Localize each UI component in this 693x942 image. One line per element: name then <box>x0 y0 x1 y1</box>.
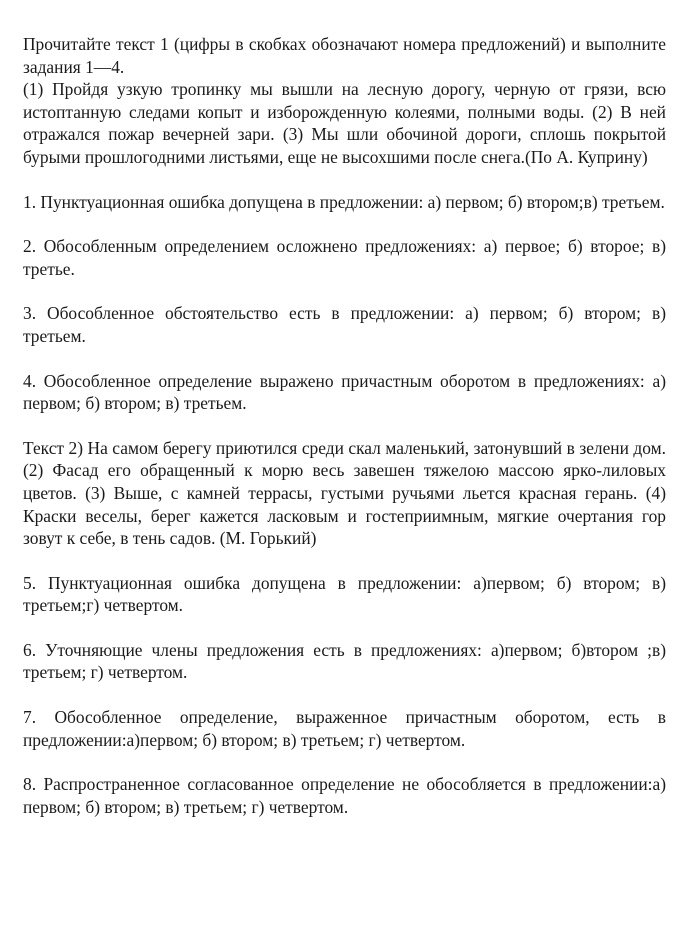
text1-passage: (1) Пройдя узкую тропинку мы вышли на лесную дорогу, черную от грязи, всю истоптанную следами копыт и изборожденную колеями, полными воды. (2) В ней отражался пожар вечерней зари. (3) Мы шли обочиной дороги, сплошь покрытой бурыми прошлогодними листьями, еще не высохшими после снега.(По А. Куприну) <box>23 79 666 167</box>
question-5: 5. Пунктуационная ошибка допущена в предложении: а)первом; б) втором; в) третьем;г) четвертом. <box>23 572 666 616</box>
question-6: 6. Уточняющие члены предложения есть в предложениях: а)первом; б)втором ;в) третьем; г) четвертом. <box>23 639 666 683</box>
text2-passage: Текст 2) На самом берегу приютился среди скал маленький, затонувший в зелени дом. (2) Фасад его обращенный к морю весь завешен тяжелою массою ярко-лиловых цветов. (3) Выше, с камней террасы, густыми ручьями льется красная герань. (4) Краски веселы, берег кажется ласковым и гостеприимным, мягкие очертания гор зовут к себе, в тень садов. (М. Горький) <box>23 437 666 549</box>
question-8: 8. Распространенное согласованное определение не обособляется в предложении:а) первом; б) втором; в) третьем; г) четвертом. <box>23 774 666 817</box>
question-2: 2. Обособленным определением осложнено предложениях: а) первое; б) второе; в) третье. <box>23 236 666 279</box>
text1-instruction: Прочитайте текст 1 (цифры в скобках обозначают номера предложений) и выполните задания 1—4. <box>23 34 666 77</box>
question-7: 7. Обособленное определение, выраженное причастным оборотом, есть в предложении:а)первом; б) втором; в) третьем; г) четвертом. <box>23 707 666 750</box>
question-1: 1. Пунктуационная ошибка допущена в предложении: а) первом; б) втором;в) третьем. <box>23 191 665 212</box>
document-page <box>23 33 666 818</box>
question-3: 3. Обособленное обстоятельство есть в предложении: а) первом; б) втором; в) третьем. <box>23 303 666 346</box>
question-4: 4. Обособленное определение выражено причастным оборотом в предложениях: а) первом; б) втором; в) третьем. <box>23 370 666 414</box>
